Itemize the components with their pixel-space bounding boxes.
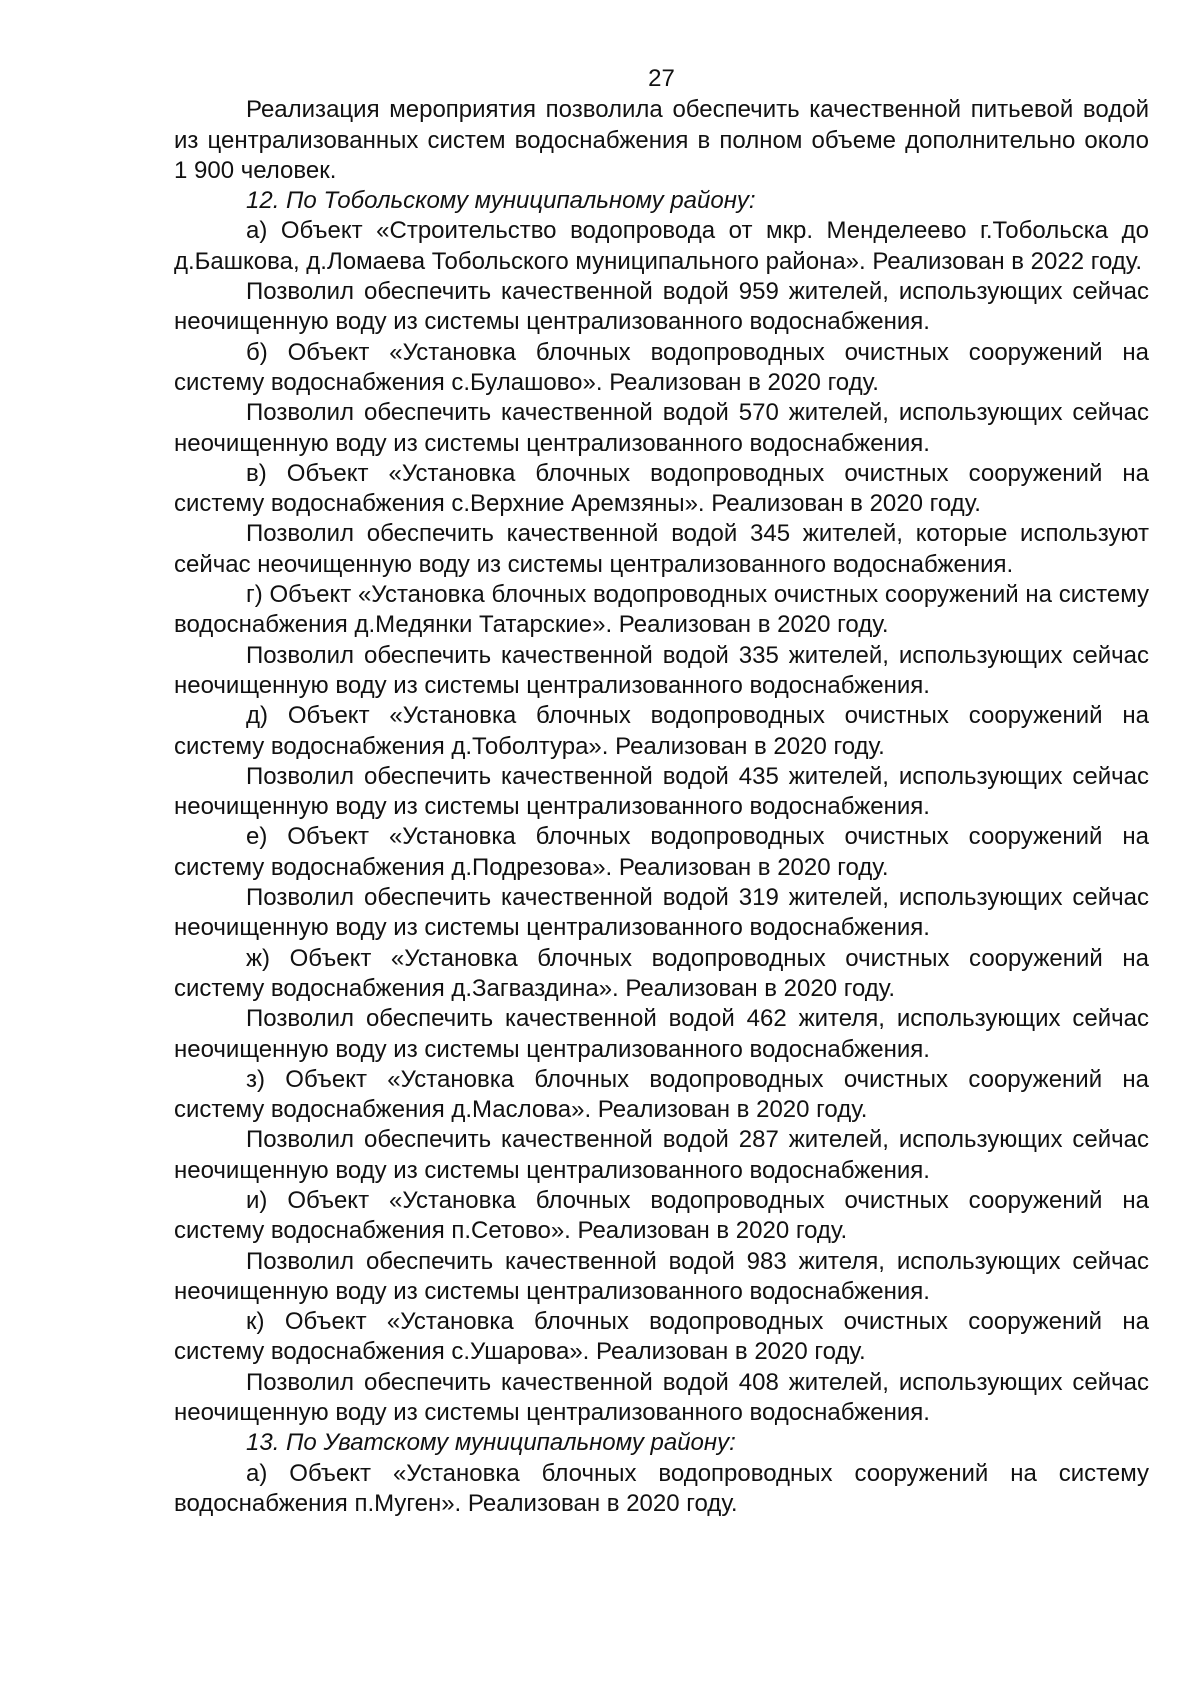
section-heading-uvat: 13. По Уватскому муниципальному району: [246,1429,736,1457]
paragraph-item-d: д) Объект «Установка блочных водопроводных очистных сооружений на систему водоснабжения д.Тоболтура». Реализован в 2020 году. [174,702,1149,760]
paragraph-result-i: Позволил обеспечить качественной водой 983 жителя, использующих сейчас неочищенную воду из системы централизованного водоснабжения. [174,1247,1149,1305]
paragraph-result-g: Позволил обеспечить качественной водой 335 жителей, использующих сейчас неочищенную воду из системы централизованного водоснабжения. [174,641,1149,699]
paragraph-item-g: г) Объект «Установка блочных водопроводных очистных сооружений на систему водоснабжения д.Медянки Татарские». Реализован в 2020 году. [174,581,1149,639]
paragraph-item-e: е) Объект «Установка блочных водопроводных очистных сооружений на систему водоснабжения д.Подрезова». Реализован в 2020 году. [174,823,1149,881]
paragraph-result-a: Позволил обеспечить качественной водой 959 жителей, использующих сейчас неочищенную воду из системы централизованного водоснабжения. [174,278,1149,336]
paragraph-result-b: Позволил обеспечить качественной водой 570 жителей, использующих сейчас неочищенную воду из системы централизованного водоснабжения. [174,399,1149,457]
document-page [174,64,1149,1519]
paragraph-result-e: Позволил обеспечить качественной водой 319 жителей, использующих сейчас неочищенную воду из системы централизованного водоснабжения. [174,884,1149,942]
paragraph-item-b: б) Объект «Установка блочных водопроводных очистных сооружений на систему водоснабжения с.Булашово». Реализован в 2020 году. [174,338,1149,396]
paragraph-result-v: Позволил обеспечить качественной водой 345 жителей, которые используют сейчас неочищенную воду из системы централизованного водоснабжения. [174,520,1149,578]
paragraph-result-k: Позволил обеспечить качественной водой 408 жителей, использующих сейчас неочищенную воду из системы централизованного водоснабжения. [174,1368,1149,1427]
paragraph-item-i: и) Объект «Установка блочных водопроводных очистных сооружений на систему водоснабжения п.Сетово». Реализован в 2020 году. [174,1186,1149,1245]
paragraph-item-a-uvat: а) Объект «Установка блочных водопроводных сооружений на систему водоснабжения п.Муген». Реализован в 2020 году. [174,1459,1149,1517]
paragraph-result-zh: Позволил обеспечить качественной водой 462 жителя, использующих сейчас неочищенную воду из системы централизованного водоснабжения. [174,1005,1149,1063]
paragraph-item-v: в) Объект «Установка блочных водопроводных очистных сооружений на систему водоснабжения с.Верхние Аремзяны». Реализован в 2020 году. [174,459,1149,518]
paragraph-item-z: з) Объект «Установка блочных водопроводных очистных сооружений на систему водоснабжения д.Маслова». Реализован в 2020 году. [174,1065,1149,1124]
section-heading-tobolsk: 12. По Тобольскому муниципальному району: [246,187,756,215]
paragraph-item-zh: ж) Объект «Установка блочных водопроводных очистных сооружений на систему водоснабжения д.Загваздина». Реализован в 2020 году. [174,944,1149,1002]
paragraph-result-d: Позволил обеспечить качественной водой 435 жителей, использующих сейчас неочищенную воду из системы централизованного водоснабжения. [174,762,1149,821]
paragraph-result-z: Позволил обеспечить качественной водой 287 жителей, использующих сейчас неочищенную воду из системы централизованного водоснабжения. [174,1126,1149,1184]
paragraph-item-a: а) Объект «Строительство водопровода от мкр. Менделеево г.Тобольска до д.Башкова, д.Ломаева Тобольского муниципального района». Реализован в 2022 году. [174,217,1149,275]
paragraph-intro-result: Реализация мероприятия позволила обеспечить качественной питьевой водой из централизованных систем водоснабжения в полном объеме дополнительно около 1 900 человек. [174,96,1149,184]
page-number: 27 [648,65,675,92]
paragraph-item-k: к) Объект «Установка блочных водопроводных очистных сооружений на систему водоснабжения с.Ушарова». Реализован в 2020 году. [174,1308,1149,1366]
